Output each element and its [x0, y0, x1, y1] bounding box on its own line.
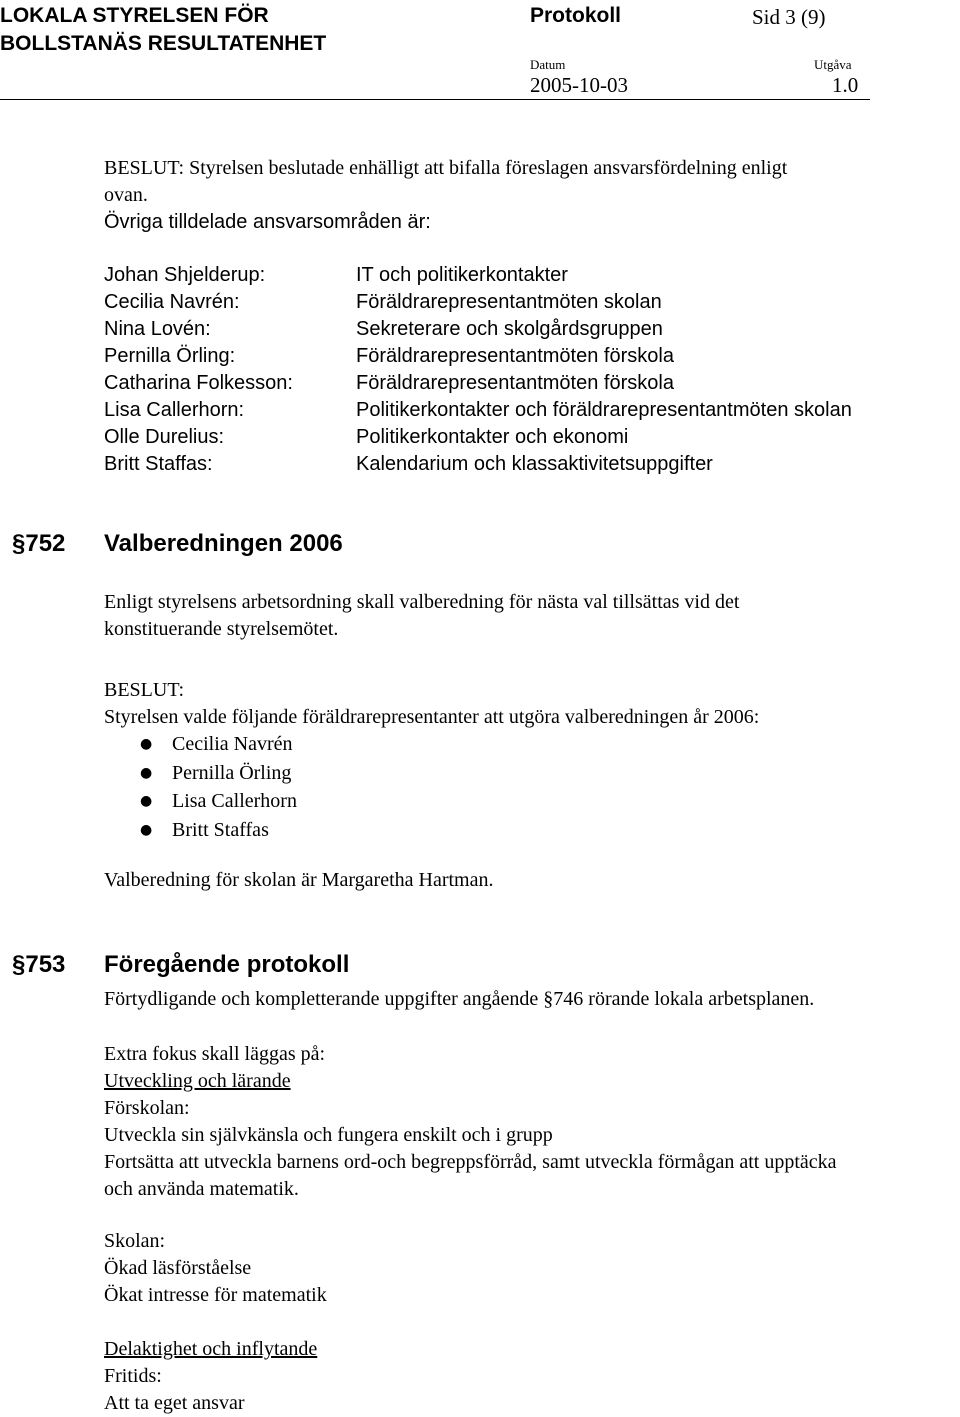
responsibility-name: Cecilia Navrén:	[104, 291, 240, 313]
section-753-paragraph: Förtydligande och kompletterande uppgifter angående §746 rörande lokala arbetsplanen.	[104, 988, 815, 1010]
section-title: Valberedningen 2006	[104, 530, 343, 557]
section-752-decision-text: Styrelsen valde följande föräldrarepresentanter att utgöra valberedningen år 2006:	[104, 706, 760, 728]
section-753-heading	[12, 950, 350, 980]
organization-line-2: BOLLSTANÄS RESULTATENHET	[0, 32, 327, 55]
section-title: Föregående protokoll	[104, 951, 350, 978]
responsibility-name: Catharina Folkesson:	[104, 372, 293, 394]
date-label: Datum	[530, 57, 566, 72]
responsibility-task: Föräldrarepresentantmöten förskola	[356, 372, 674, 394]
responsibility-name: Pernilla Örling:	[104, 345, 236, 367]
focus-heading-participation: Delaktighet och inflytande	[104, 1338, 318, 1360]
section-number: §753	[12, 951, 66, 978]
section-752-heading	[12, 529, 343, 559]
version-label: Utgåva	[814, 57, 852, 72]
list-item: ● Lisa Callerhorn	[140, 787, 297, 816]
school-committee-note: Valberedning för skolan är Margaretha Hartman.	[104, 869, 494, 891]
list-item: ● Pernilla Örling	[140, 759, 297, 788]
list-item: ● Cecilia Navrén	[140, 730, 297, 759]
responsibility-names	[104, 262, 293, 478]
preschool-label: Förskolan:	[104, 1097, 190, 1119]
preschool-goal-2-line-2: och använda matematik.	[104, 1178, 299, 1200]
responsibility-name: Olle Durelius:	[104, 426, 225, 448]
responsibility-task: Föräldrarepresentantmöten skolan	[356, 291, 662, 313]
list-item: ● Britt Staffas	[140, 816, 297, 845]
responsibility-task: Politikerkontakter och föräldrarepresentantmöten skolan	[356, 399, 852, 421]
decision-text: Styrelsen beslutade enhälligt att bifalla föreslagen ansvarsfördelning enligt	[189, 157, 788, 179]
responsibility-task: Politikerkontakter och ekonomi	[356, 426, 629, 448]
school-goal-2: Ökat intresse för matematik	[104, 1284, 327, 1306]
other-areas-heading: Övriga tilldelade ansvarsområden är:	[104, 211, 431, 233]
responsibility-task: Föräldrarepresentantmöten förskola	[356, 345, 674, 367]
document-type: Protokoll	[530, 4, 622, 27]
section-752-decision-label: BESLUT:	[104, 679, 185, 701]
decision-label: BESLUT:	[104, 157, 185, 179]
responsibility-tasks	[356, 262, 852, 478]
committee-members-list	[140, 730, 297, 844]
intro-decision	[104, 155, 787, 182]
preschool-goal-2-line-1: Fortsätta att utveckla barnens ord-och begreppsförråd, samt utveckla förmågan att upptäcka	[104, 1151, 837, 1173]
fritids-goal-1: Att ta eget ansvar	[104, 1392, 245, 1414]
responsibility-task: IT och politikerkontakter	[356, 264, 568, 286]
section-number: §752	[12, 530, 66, 557]
decision-continuation: ovan.	[104, 184, 148, 206]
section-752-paragraph-line-2: konstituerande styrelsemötet.	[104, 618, 339, 640]
fritids-label: Fritids:	[104, 1365, 162, 1387]
page-number: Sid 3 (9)	[752, 5, 826, 29]
school-label: Skolan:	[104, 1230, 166, 1252]
focus-intro: Extra fokus skall läggas på:	[104, 1043, 326, 1065]
responsibility-name: Johan Shjelderup:	[104, 264, 266, 286]
section-752-paragraph-line-1: Enligt styrelsens arbetsordning skall valberedning för nästa val tillsättas vid det	[104, 591, 740, 613]
preschool-goal-1: Utveckla sin självkänsla och fungera enskilt och i grupp	[104, 1124, 553, 1146]
organization-name	[0, 2, 326, 58]
organization-line-1: LOKALA STYRELSEN FÖR	[0, 4, 269, 27]
responsibility-task: Kalendarium och klassaktivitetsuppgifter	[356, 453, 713, 475]
responsibility-name: Britt Staffas:	[104, 453, 213, 475]
header-divider	[0, 99, 870, 100]
school-goal-1: Ökad läsförståelse	[104, 1257, 252, 1279]
responsibility-task: Sekreterare och skolgårdsgruppen	[356, 318, 663, 340]
responsibility-name: Lisa Callerhorn:	[104, 399, 245, 421]
focus-heading-development: Utveckling och lärande	[104, 1070, 291, 1092]
date-value: 2005-10-03	[530, 73, 628, 97]
responsibility-name: Nina Lovén:	[104, 318, 211, 340]
version-value: 1.0	[832, 73, 859, 97]
